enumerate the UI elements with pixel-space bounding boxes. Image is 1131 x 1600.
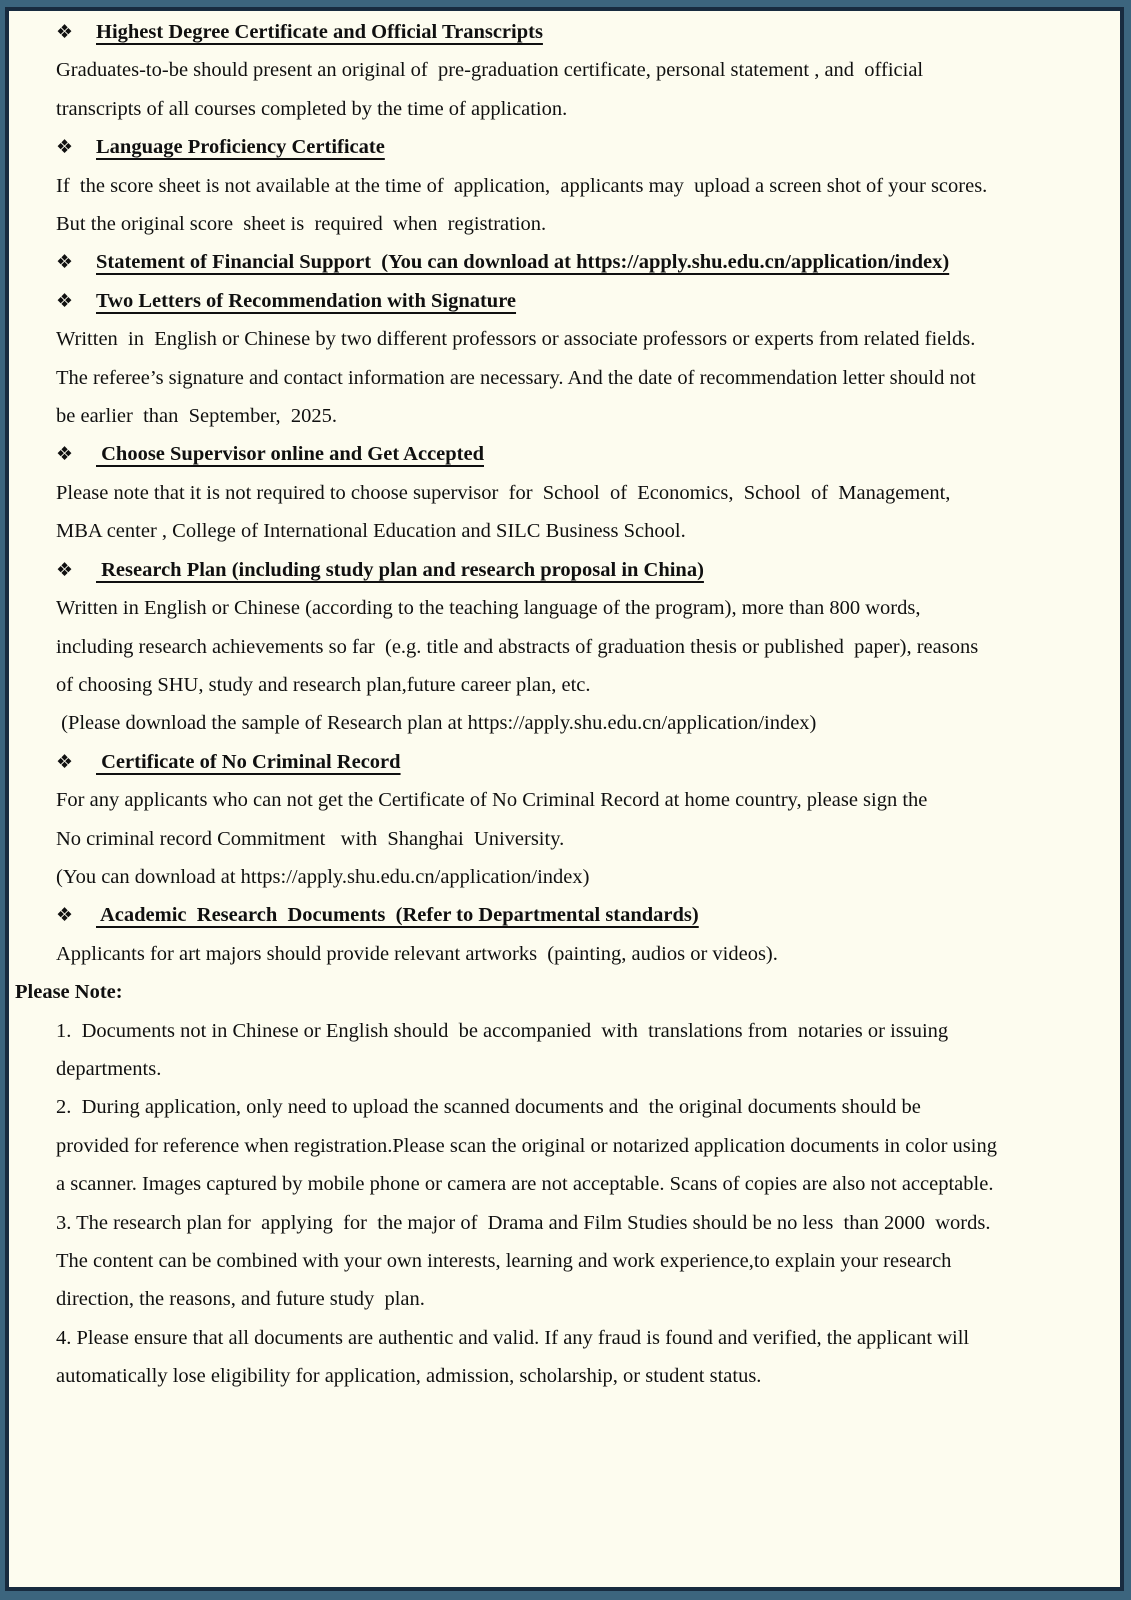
paragraph-line: The referee’s signature and contact information are necessary. And the date of recommendation letter should not bbox=[56, 366, 976, 389]
section-heading-text: Research Plan (including study plan and research proposal in China) bbox=[96, 558, 704, 581]
diamond-bullet-icon: ❖ bbox=[56, 289, 74, 312]
paragraph-line: MBA center , College of International Education and SILC Business School. bbox=[56, 520, 686, 543]
document-page bbox=[5, 7, 1124, 1591]
section-heading bbox=[56, 435, 1094, 473]
section-heading-text: Language Proficiency Certificate bbox=[96, 136, 385, 159]
paragraph-line: transcripts of all courses completed by the time of application. bbox=[56, 97, 568, 120]
paragraph-line: Written in English or Chinese by two different professors or associate professors or experts from related fields. bbox=[56, 328, 976, 351]
note-title: Please Note: bbox=[15, 981, 123, 1004]
document-content bbox=[9, 13, 1120, 1396]
section-heading-text: Choose Supervisor online and Get Accepted bbox=[96, 443, 484, 466]
section-heading bbox=[56, 243, 1094, 281]
section-heading bbox=[56, 13, 1094, 51]
diamond-bullet-icon: ❖ bbox=[56, 21, 74, 43]
section-heading-text: Academic Research Documents (Refer to Departmental standards) bbox=[96, 904, 699, 927]
section-heading-text: Statement of Financial Support (You can download at https://apply.shu.edu.cn/application/index) bbox=[96, 251, 950, 274]
diamond-bullet-icon: ❖ bbox=[56, 251, 74, 274]
note-line: 1. Documents not in Chinese or English should be accompanied with translations from notaries or issuing bbox=[56, 1019, 949, 1042]
paragraph-line: Graduates-to-be should present an original of pre-graduation certificate, personal statement , and official bbox=[56, 59, 924, 82]
paragraph-line: be earlier than September, 2025. bbox=[56, 405, 337, 428]
note-line: direction, the reasons, and future study plan. bbox=[56, 1288, 425, 1311]
section-heading-text: Certificate of No Criminal Record bbox=[96, 750, 401, 773]
section-heading-text: Highest Degree Certificate and Official Transcripts bbox=[96, 21, 543, 43]
paragraph-line: (You can download at https://apply.shu.edu.cn/application/index) bbox=[56, 865, 590, 888]
paragraph-line: Please note that it is not required to choose supervisor for School of Economics, School of Management, bbox=[56, 481, 951, 504]
section-heading bbox=[56, 743, 1094, 781]
note-line: 4. Please ensure that all documents are authentic and valid. If any fraud is found and verified, the applicant will bbox=[56, 1326, 970, 1349]
paragraph-line: Written in English or Chinese (according to the teaching language of the program), more than 800 words, bbox=[56, 597, 921, 620]
paragraph-line: (Please download the sample of Research plan at https://apply.shu.edu.cn/application/index) bbox=[56, 712, 817, 735]
paragraph-line: For any applicants who can not get the Certificate of No Criminal Record at home country, please sign the bbox=[56, 789, 928, 812]
note-line: The content can be combined with your own interests, learning and work experience,to explain your research bbox=[56, 1250, 952, 1272]
note-line: departments. bbox=[56, 1057, 162, 1080]
section-heading-text: Two Letters of Recommendation with Signature bbox=[96, 289, 517, 312]
section-heading bbox=[56, 282, 1094, 320]
paragraph-line: But the original score sheet is required when registration. bbox=[56, 213, 547, 236]
section-heading bbox=[56, 128, 1094, 166]
note-line: automatically lose eligibility for application, admission, scholarship, or student status. bbox=[56, 1365, 762, 1388]
paragraph-line: of choosing SHU, study and research plan,future career plan, etc. bbox=[56, 673, 591, 696]
diamond-bullet-icon: ❖ bbox=[56, 750, 74, 773]
paragraph-line: No criminal record Commitment with Shanghai University. bbox=[56, 827, 565, 850]
note-line: provided for reference when registration.Please scan the original or notarized application documents in color using bbox=[56, 1134, 997, 1157]
note-line: a scanner. Images captured by mobile phone or camera are not acceptable. Scans of copies are also not acceptable. bbox=[56, 1173, 994, 1196]
diamond-bullet-icon: ❖ bbox=[56, 136, 74, 159]
paragraph-line: If the score sheet is not available at the time of application, applicants may upload a screen shot of your scores. bbox=[56, 174, 988, 197]
diamond-bullet-icon: ❖ bbox=[56, 443, 74, 466]
paragraph-line: including research achievements so far (e.g. title and abstracts of graduation thesis or published paper), reasons bbox=[56, 635, 979, 658]
note-line: 3. The research plan for applying for the major of Drama and Film Studies should be no less than 2000 words. bbox=[56, 1211, 991, 1234]
diamond-bullet-icon: ❖ bbox=[56, 904, 74, 927]
paragraph-line: Applicants for art majors should provide relevant artworks (painting, audios or videos). bbox=[56, 942, 778, 965]
section-heading bbox=[56, 896, 1094, 934]
note-line: 2. During application, only need to upload the scanned documents and the original documents should be bbox=[56, 1096, 921, 1119]
section-heading bbox=[56, 551, 1094, 589]
diamond-bullet-icon: ❖ bbox=[56, 558, 74, 581]
